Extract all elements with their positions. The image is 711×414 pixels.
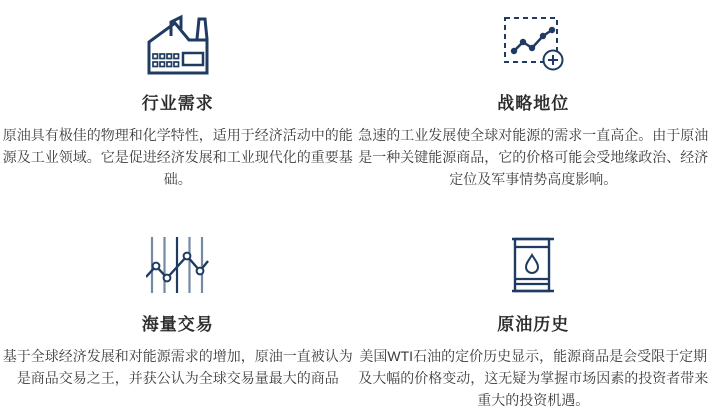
card-title-industry-demand: 行业需求 [141,94,214,113]
oil-barrel-icon [512,234,554,296]
card-industry-demand [0,0,356,207]
card-oil-history [356,207,711,414]
card-description-strategic-position: 急速的工业发展使全球对能源的需求一直高企。由于原油是一种关键能源商品，它的价格可能会受地缘政治、经济定位及军事情势高度影响。 [358,127,709,187]
card-description-industry-demand: 原油具有极佳的物理和化学特性，适用于经济活动中的能源及工业领域。它是促进经济发展和工业现代化的重要基础。 [2,127,353,187]
card-massive-trading [0,207,356,414]
card-strategic-position [356,0,711,207]
card-title-strategic-position: 战略地位 [497,94,570,113]
card-title-massive-trading: 海量交易 [141,315,214,334]
card-title-oil-history: 原油历史 [497,315,570,334]
volume-line-chart-icon [146,234,210,296]
card-description-massive-trading: 基于全球经济发展和对能源需求的增加，原油一直被认为是商品交易之王，并获公认为全球交易量最大的商品 [2,348,353,386]
trend-chart-zoom-icon [501,13,565,75]
factory-icon [145,13,211,75]
card-description-oil-history: 美国WTI石油的定价历史显示，能源商品是会受限于定期及大幅的价格变动，这无疑为掌握市场因素的投资者带来重大的投资机遇。 [358,348,709,408]
